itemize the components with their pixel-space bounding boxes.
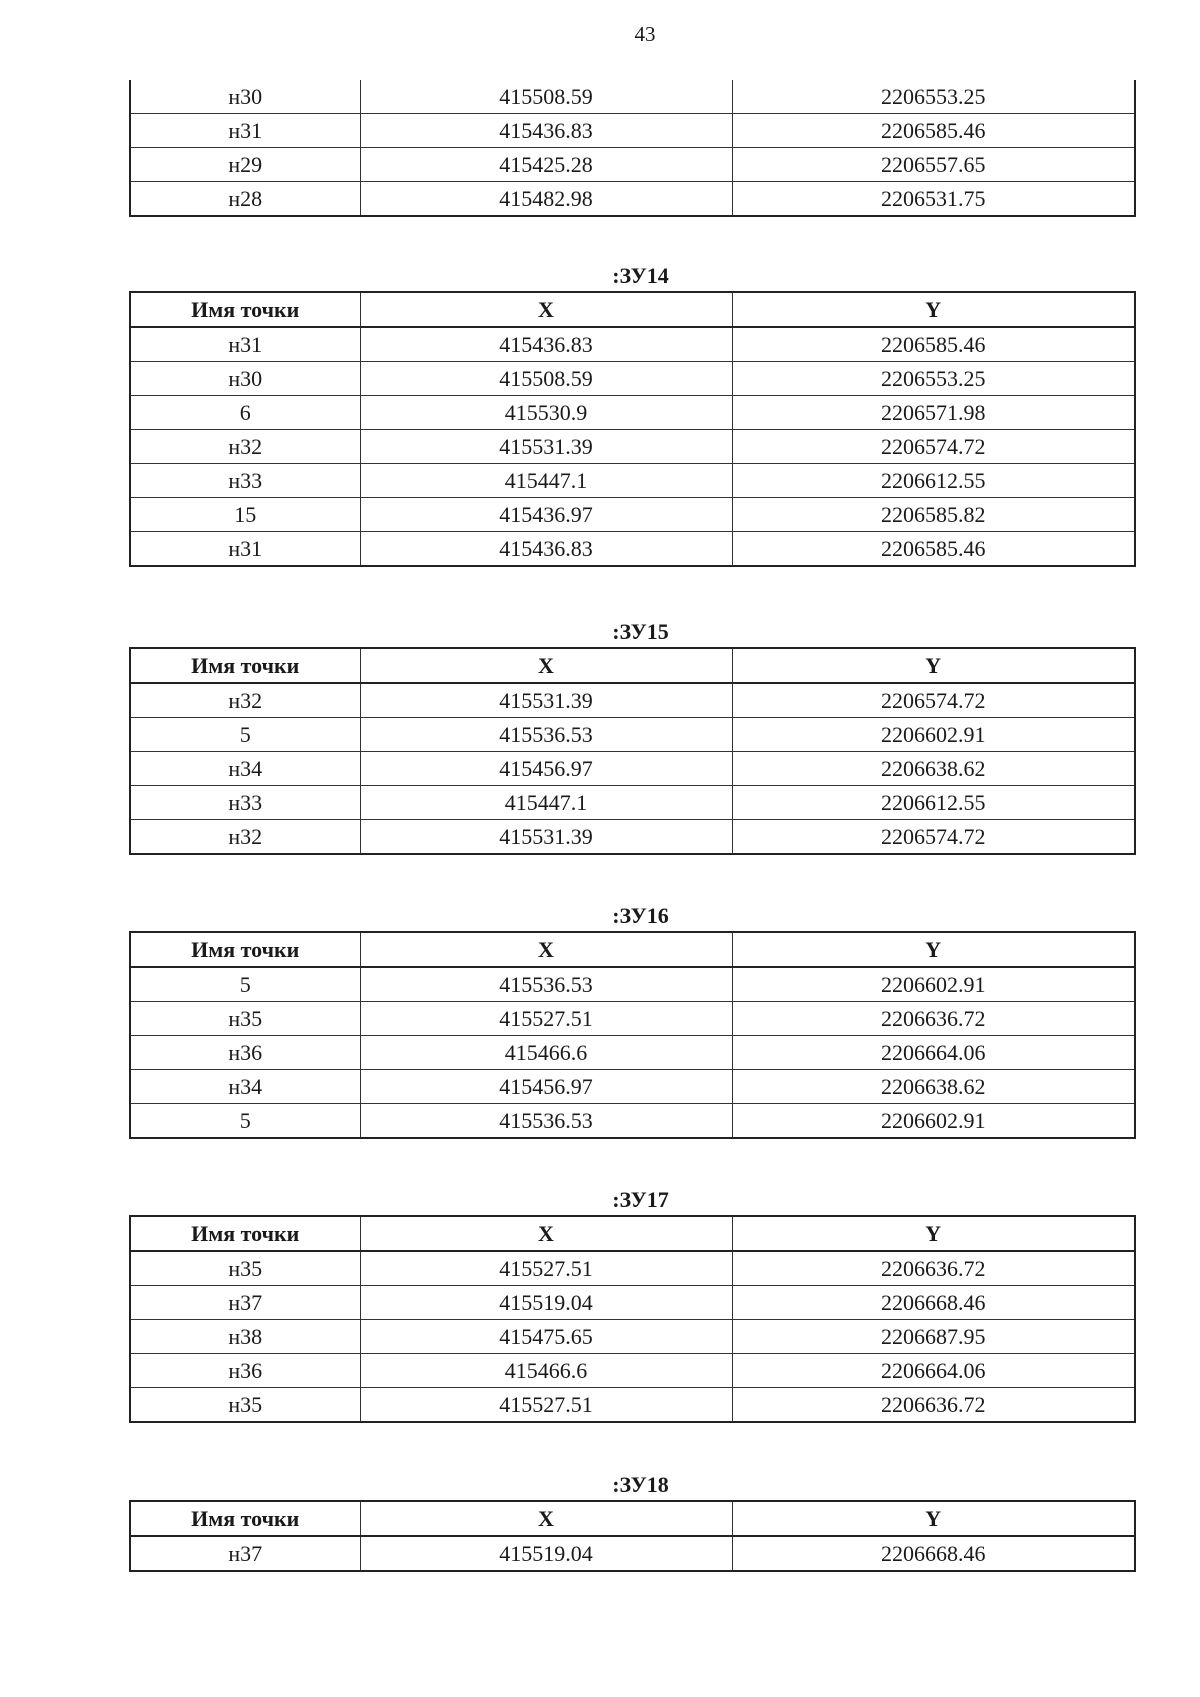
y-cell: 2206585.82: [732, 498, 1135, 532]
header-row: [130, 932, 1135, 967]
header-point-name: Имя точки: [130, 648, 360, 683]
y-cell: 2206571.98: [732, 396, 1135, 430]
y-cell: 2206612.55: [732, 464, 1135, 498]
x-cell: 415466.6: [360, 1354, 732, 1388]
table-row: [130, 1002, 1135, 1036]
x-cell: 415436.83: [360, 532, 732, 567]
y-cell: 2206668.46: [732, 1536, 1135, 1571]
coordinates-table: [129, 291, 1136, 567]
header-row: [130, 292, 1135, 327]
y-cell: 2206664.06: [732, 1354, 1135, 1388]
x-cell: 415475.65: [360, 1320, 732, 1354]
point-name-cell: н36: [130, 1354, 360, 1388]
table-row: [130, 362, 1135, 396]
x-cell: 415436.83: [360, 327, 732, 362]
section-title: :ЗУ17: [612, 1187, 669, 1212]
x-cell: 415508.59: [360, 80, 732, 114]
header-x: X: [360, 1216, 732, 1251]
y-cell: 2206638.62: [732, 752, 1135, 786]
table-row: [130, 1036, 1135, 1070]
y-cell: 2206636.72: [732, 1251, 1135, 1286]
table-row: [130, 1070, 1135, 1104]
section-title: :ЗУ15: [612, 619, 669, 644]
table-row: [130, 532, 1135, 567]
header-point-name: Имя точки: [130, 932, 360, 967]
x-cell: 415536.53: [360, 1104, 732, 1139]
x-cell: 415531.39: [360, 683, 732, 718]
y-cell: 2206574.72: [732, 820, 1135, 855]
point-name-cell: 6: [130, 396, 360, 430]
table-row: [130, 114, 1135, 148]
point-name-cell: н32: [130, 430, 360, 464]
header-y: Y: [732, 292, 1135, 327]
table-row: [130, 1104, 1135, 1139]
x-cell: 415531.39: [360, 430, 732, 464]
point-name-cell: н31: [130, 327, 360, 362]
table-row: [130, 498, 1135, 532]
point-name-cell: н38: [130, 1320, 360, 1354]
y-cell: 2206612.55: [732, 786, 1135, 820]
coordinates-table: [129, 80, 1136, 217]
header-x: X: [360, 1501, 732, 1536]
x-cell: 415447.1: [360, 464, 732, 498]
y-cell: 2206553.25: [732, 80, 1135, 114]
table-row: [130, 148, 1135, 182]
x-cell: 415531.39: [360, 820, 732, 855]
table-row: [130, 396, 1135, 430]
point-name-cell: н37: [130, 1536, 360, 1571]
x-cell: 415466.6: [360, 1036, 732, 1070]
table-row: [130, 182, 1135, 217]
y-cell: 2206574.72: [732, 683, 1135, 718]
y-cell: 2206585.46: [732, 327, 1135, 362]
x-cell: 415425.28: [360, 148, 732, 182]
point-name-cell: н31: [130, 114, 360, 148]
table-row: [130, 683, 1135, 718]
point-name-cell: н35: [130, 1388, 360, 1423]
x-cell: 415456.97: [360, 752, 732, 786]
point-name-cell: н33: [130, 464, 360, 498]
table-row: [130, 1286, 1135, 1320]
x-cell: 415456.97: [360, 1070, 732, 1104]
section-title: :ЗУ16: [612, 903, 669, 928]
continuation-section: [129, 80, 1134, 217]
point-name-cell: н33: [130, 786, 360, 820]
coordinates-table: [129, 1215, 1136, 1423]
table-row: [130, 1251, 1135, 1286]
header-row: [130, 1216, 1135, 1251]
x-cell: 415536.53: [360, 967, 732, 1002]
table-row: [130, 752, 1135, 786]
table-row: [130, 718, 1135, 752]
header-row: [130, 648, 1135, 683]
point-name-cell: н29: [130, 148, 360, 182]
y-cell: 2206574.72: [732, 430, 1135, 464]
x-cell: 415447.1: [360, 786, 732, 820]
page-number: 43: [634, 22, 656, 46]
header-point-name: Имя точки: [130, 1501, 360, 1536]
table-row: [130, 820, 1135, 855]
table-row: [130, 1536, 1135, 1571]
section-zu17: [129, 1182, 1134, 1423]
y-cell: 2206638.62: [732, 1070, 1135, 1104]
y-cell: 2206602.91: [732, 718, 1135, 752]
point-name-cell: н35: [130, 1002, 360, 1036]
x-cell: 415527.51: [360, 1388, 732, 1423]
section-title: :ЗУ18: [612, 1472, 669, 1497]
header-point-name: Имя точки: [130, 292, 360, 327]
header-y: Y: [732, 648, 1135, 683]
section-title: :ЗУ14: [612, 263, 669, 288]
point-name-cell: н35: [130, 1251, 360, 1286]
y-cell: 2206585.46: [732, 532, 1135, 567]
y-cell: 2206636.72: [732, 1002, 1135, 1036]
point-name-cell: н32: [130, 820, 360, 855]
point-name-cell: н30: [130, 80, 360, 114]
x-cell: 415519.04: [360, 1536, 732, 1571]
point-name-cell: н30: [130, 362, 360, 396]
table-row: [130, 1388, 1135, 1423]
table-row: [130, 327, 1135, 362]
point-name-cell: 5: [130, 718, 360, 752]
y-cell: 2206553.25: [732, 362, 1135, 396]
y-cell: 2206636.72: [732, 1388, 1135, 1423]
point-name-cell: н32: [130, 683, 360, 718]
table-row: [130, 464, 1135, 498]
header-x: X: [360, 648, 732, 683]
point-name-cell: н31: [130, 532, 360, 567]
header-y: Y: [732, 1216, 1135, 1251]
x-cell: 415527.51: [360, 1002, 732, 1036]
y-cell: 2206585.46: [732, 114, 1135, 148]
y-cell: 2206557.65: [732, 148, 1135, 182]
x-cell: 415436.83: [360, 114, 732, 148]
y-cell: 2206602.91: [732, 967, 1135, 1002]
y-cell: 2206531.75: [732, 182, 1135, 217]
coordinates-table: [129, 647, 1136, 855]
x-cell: 415508.59: [360, 362, 732, 396]
table-row: [130, 967, 1135, 1002]
point-name-cell: 15: [130, 498, 360, 532]
section-zu18: [129, 1467, 1134, 1572]
table-row: [130, 80, 1135, 114]
header-x: X: [360, 932, 732, 967]
coordinates-table: [129, 1500, 1136, 1572]
header-y: Y: [732, 1501, 1135, 1536]
x-cell: 415530.9: [360, 396, 732, 430]
point-name-cell: 5: [130, 1104, 360, 1139]
header-row: [130, 1501, 1135, 1536]
point-name-cell: н36: [130, 1036, 360, 1070]
point-name-cell: н28: [130, 182, 360, 217]
coordinates-table: [129, 931, 1136, 1139]
point-name-cell: 5: [130, 967, 360, 1002]
y-cell: 2206687.95: [732, 1320, 1135, 1354]
y-cell: 2206664.06: [732, 1036, 1135, 1070]
table-row: [130, 430, 1135, 464]
point-name-cell: н34: [130, 752, 360, 786]
section-zu16: [129, 898, 1134, 1139]
section-zu15: [129, 614, 1134, 855]
table-row: [130, 786, 1135, 820]
point-name-cell: н34: [130, 1070, 360, 1104]
y-cell: 2206602.91: [732, 1104, 1135, 1139]
x-cell: 415519.04: [360, 1286, 732, 1320]
point-name-cell: н37: [130, 1286, 360, 1320]
x-cell: 415482.98: [360, 182, 732, 217]
header-y: Y: [732, 932, 1135, 967]
x-cell: 415436.97: [360, 498, 732, 532]
header-point-name: Имя точки: [130, 1216, 360, 1251]
header-x: X: [360, 292, 732, 327]
table-row: [130, 1354, 1135, 1388]
section-zu14: [129, 258, 1134, 567]
y-cell: 2206668.46: [732, 1286, 1135, 1320]
table-row: [130, 1320, 1135, 1354]
x-cell: 415536.53: [360, 718, 732, 752]
x-cell: 415527.51: [360, 1251, 732, 1286]
